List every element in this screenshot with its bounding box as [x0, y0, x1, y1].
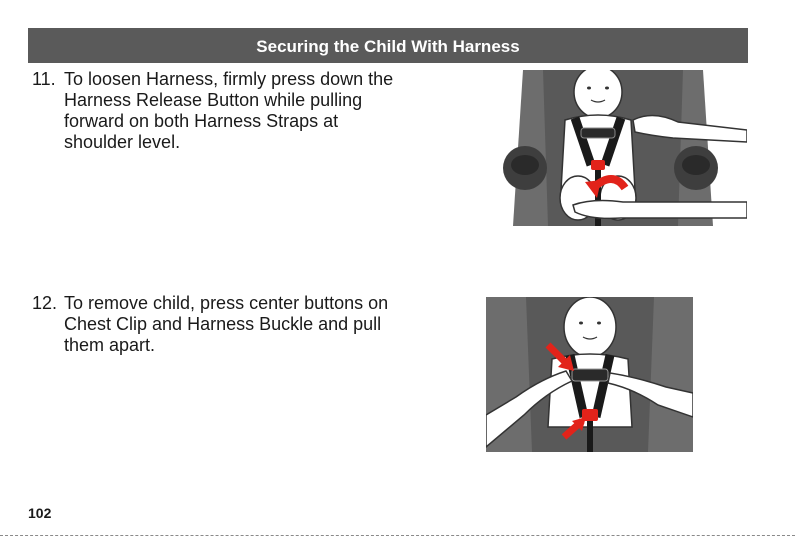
step-text: To remove child, press center buttons on Chest Clip and Harness Buckle and pull them apart. — [64, 293, 389, 355]
section-header-bar — [28, 28, 748, 63]
instruction-step-11 — [32, 69, 394, 153]
chest-clip — [581, 128, 615, 138]
instruction-step-12 — [32, 293, 394, 356]
section-title: Securing the Child With Harness — [256, 37, 520, 56]
page-number: 102 — [28, 505, 52, 521]
adult-hand-bottom — [573, 201, 747, 219]
child-head — [564, 297, 616, 357]
step-number: 12. — [32, 293, 58, 313]
step-number: 11. — [32, 69, 56, 89]
seat-illustration-loosen-harness — [503, 70, 747, 226]
seat-illustration-remove-child — [486, 297, 693, 452]
footer-rule — [0, 535, 795, 536]
step-text: To loosen Harness, firmly press down the Harness Release Button while pulling forward on both Harness Straps at shoulder level. — [64, 69, 394, 152]
harness-buckle — [591, 160, 605, 170]
chest-clip — [572, 369, 608, 381]
child-head — [574, 70, 622, 118]
